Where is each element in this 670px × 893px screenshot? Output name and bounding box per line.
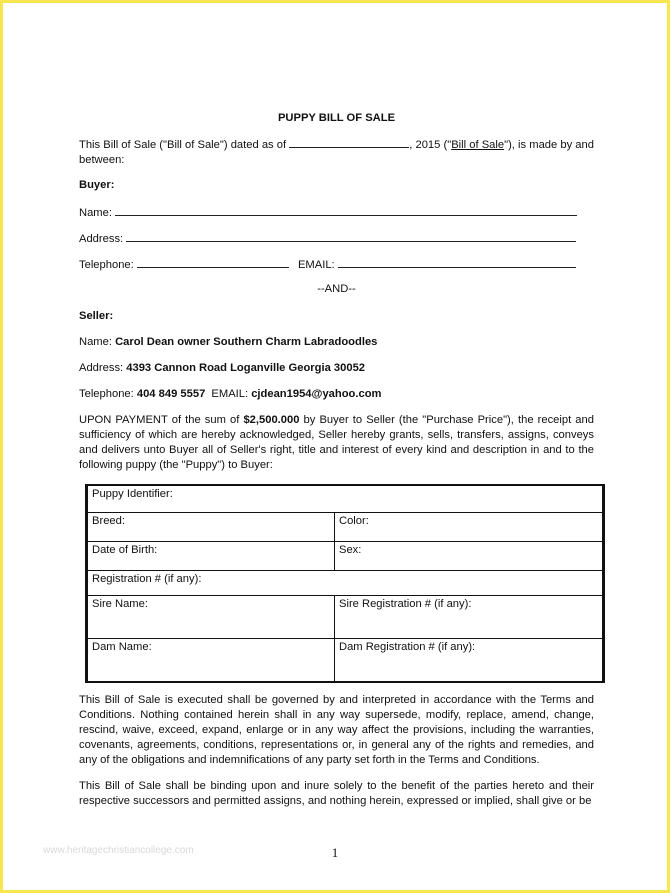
buyer-email-label: EMAIL: <box>297 259 335 271</box>
sex-cell[interactable]: Sex: <box>335 542 604 571</box>
buyer-email-field[interactable] <box>338 256 576 268</box>
document-title: PUPPY BILL OF SALE <box>277 112 396 124</box>
seller-address-row <box>79 361 594 376</box>
seller-name-label: Name: <box>79 336 112 348</box>
seller-address-label: Address: <box>79 362 124 374</box>
seller-heading: Seller: <box>79 310 114 322</box>
seller-telephone-label: Telephone: <box>79 388 134 400</box>
dob-cell[interactable]: Date of Birth: <box>87 542 335 571</box>
intro-text-2: , 2015 (" <box>409 139 452 151</box>
puppy-identifier-cell[interactable]: Puppy Identifier: <box>87 485 604 513</box>
seller-email-value: cjdean1954@yahoo.com <box>251 388 382 400</box>
binding-paragraph: This Bill of Sale shall be binding upon and inure solely to the benefit of the parties hereto and their respective successors and permitted assigns, and nothing herein, expressed or implied, shall give or be <box>79 780 594 807</box>
buyer-telephone-field[interactable] <box>137 256 289 268</box>
dam-registration-cell[interactable]: Dam Registration # (if any): <box>335 639 604 683</box>
dam-name-cell[interactable]: Dam Name: <box>87 639 335 683</box>
buyer-contact-row <box>79 256 594 273</box>
seller-name-value: Carol Dean owner Southern Charm Labradoodles <box>115 336 378 348</box>
terms-paragraph: This Bill of Sale is executed shall be governed by and interpreted in accordance with the Terms and Conditions. Nothing contained herein shall in any way supersede, modify, replace, amend, change, rescind, waive, exceed, expand, enlarge or in any way affect the provisions, including the warranties, covenants, agreements, conditions, representations or, in general any of the rights and remedies, and any of the obligations and indemnifications of any party set forth in the Terms and Conditions. <box>79 694 594 766</box>
intro-paragraph <box>79 136 594 168</box>
seller-email-label: EMAIL: <box>211 388 249 400</box>
buyer-address-row <box>79 230 594 247</box>
buyer-telephone-label: Telephone: <box>79 259 134 271</box>
payment-text-1: UPON PAYMENT of the sum of <box>79 414 244 426</box>
sire-registration-cell[interactable]: Sire Registration # (if any): <box>335 596 604 639</box>
breed-cell[interactable]: Breed: <box>87 513 335 542</box>
color-cell[interactable]: Color: <box>335 513 604 542</box>
watermark: www.heritagechristiancollege.com <box>43 845 194 856</box>
buyer-name-label: Name: <box>79 207 112 219</box>
payment-text-2: by Buyer to Seller (the "Purchase Price"), the receipt and sufficiency of which are hereby acknowledged, Seller hereby grants, sells, transfers, assigns, conveys and delivers unto Buyer all of Seller's right, title and interest of every kind and description in and to the following puppy (the "Puppy") to Buyer: <box>79 414 594 471</box>
intro-text-3: "), is made by and between: <box>79 139 594 166</box>
sire-name-cell[interactable]: Sire Name: <box>87 596 335 639</box>
buyer-name-field[interactable] <box>115 204 577 216</box>
document-page <box>3 3 667 890</box>
intro-underlined: Bill of Sale <box>451 139 505 151</box>
buyer-heading: Buyer: <box>79 179 115 191</box>
date-blank[interactable] <box>289 136 409 148</box>
payment-paragraph <box>79 413 594 473</box>
registration-cell[interactable]: Registration # (if any): <box>87 571 604 596</box>
and-separator: --AND-- <box>317 283 356 295</box>
intro-text-1: This Bill of Sale ("Bill of Sale") dated as of <box>79 139 290 151</box>
payment-amount: $2,500.000 <box>243 414 300 426</box>
buyer-address-field[interactable] <box>126 230 576 242</box>
buyer-address-label: Address: <box>79 233 124 245</box>
page-number: 1 <box>331 845 339 860</box>
puppy-details-table <box>85 484 605 683</box>
buyer-name-row <box>79 204 594 221</box>
seller-address-value: 4393 Cannon Road Loganville Georgia 30052 <box>126 362 366 374</box>
seller-contact-row <box>79 387 594 402</box>
seller-name-row <box>79 335 594 350</box>
seller-telephone-value: 404 849 5557 <box>136 388 206 400</box>
